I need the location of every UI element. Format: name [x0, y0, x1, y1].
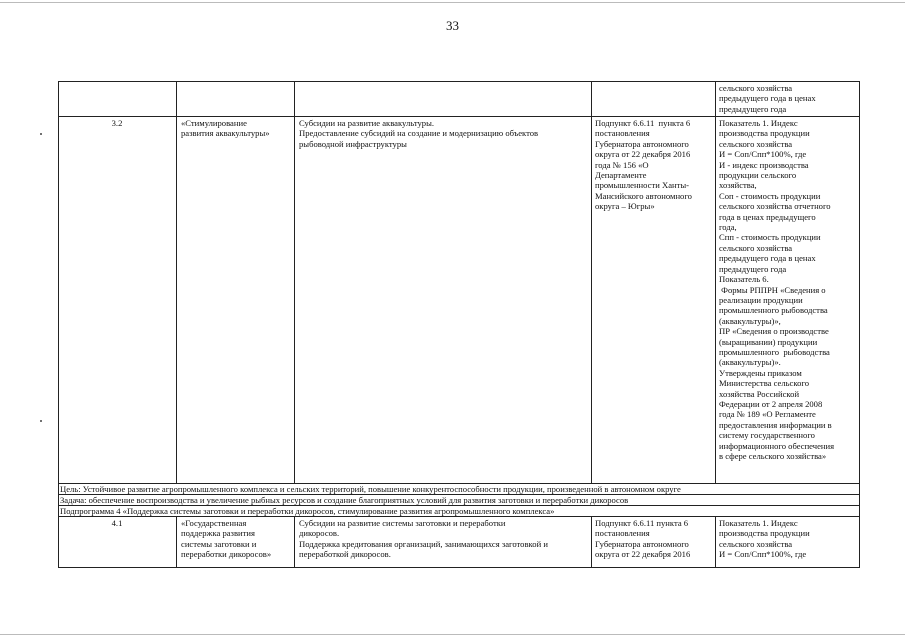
row-number-3-2: 3.2	[111, 118, 123, 128]
column-divider	[176, 516, 177, 567]
measure-name-3-2: «Стимулирование развития аквакультуры»	[181, 118, 270, 139]
table-left-border	[58, 81, 59, 567]
column-divider	[591, 516, 592, 567]
scan-edge-bottom	[0, 634, 905, 635]
indicator-4-1: Показатель 1. Индекс производства продукции сельского хозяйства И = Соп/Спп*100%, где	[719, 518, 810, 560]
table-bottom-border	[58, 567, 860, 568]
punch-mark	[40, 420, 42, 422]
table-right-border	[859, 81, 860, 567]
column-divider	[591, 81, 592, 483]
task-row: Задача: обеспечение воспроизводства и увеличение рыбных ресурсов и создание благоприятных условий для развития заготовки и переработки дикоросов	[60, 495, 629, 505]
scan-edge-top	[0, 2, 905, 3]
page-number: 33	[446, 18, 459, 33]
row-number-4-1: 4.1	[111, 518, 123, 528]
row-divider	[58, 116, 860, 117]
column-divider	[715, 516, 716, 567]
goal-row: Цель: Устойчивое развитие агропромышленного комплекса и сельских территорий, повышение конкурентоспособности продукции, произведенной в автономном округе	[60, 484, 681, 494]
column-divider	[176, 81, 177, 483]
column-divider	[294, 516, 295, 567]
legal-basis-4-1: Подпункт 6.6.11 пункта 6 постановления Губернатора автономного округа от 22 декабря 2016	[595, 518, 691, 560]
column-divider	[715, 81, 716, 483]
indicator-3-2: Показатель 1. Индекс производства продукции сельского хозяйства И = Соп/Спп*100%, где И - индекс производства продукции сельского хозяйства, Соп - стоимость продукции сельского хозяйства отчетного года в ценах предыдущего года, Спп - стоимость продукции сельского хозяйства предыдущего года в ценах предыдущего года Показатель 6. Формы РППРН «Сведения о реализации продукции промышленного рыбоводства (аквакультуры)», ПР «Сведения о производстве (выращивании) продукции промышленного рыбоводства (аквакультуры)». Утверждены приказом Министерства сельского хозяйства Российской Федерации от 2 апреля 2008 года № 189 «О Регламенте предоставления информации в систему государственного информационного обеспечения в сфере сельского хозяйства»	[719, 118, 835, 461]
column-divider	[294, 81, 295, 483]
continuation-indicator-cell: сельского хозяйства предыдущего года в ценах предыдущего года	[719, 83, 816, 114]
measure-description-3-2: Субсидии на развитие аквакультуры. Предоставление субсидий на создание и модернизацию объектов рыбоводной инфраструктуры	[299, 118, 539, 149]
table-top-border	[58, 81, 860, 82]
punch-mark	[40, 133, 42, 135]
legal-basis-3-2: Подпункт 6.6.11 пункта 6 постановления Губернатора автономного округа от 22 декабря 2016 года № 156 «О Департаменте промышленности Ханты- Мансийского автономного округа – Югры»	[595, 118, 692, 212]
measure-name-4-1: «Государственная поддержка развития системы заготовки и переработки дикоросов»	[181, 518, 272, 560]
subprogram-row: Подпрограмма 4 «Поддержка системы заготовки и переработки дикоросов, стимулирование развития агропромышленного комплекса»	[60, 506, 555, 516]
measure-description-4-1: Субсидии на развитие системы заготовки и переработки дикоросов. Поддержка кредитования организаций, занимающихся заготовкой и переработкой дикоросов.	[299, 518, 548, 560]
